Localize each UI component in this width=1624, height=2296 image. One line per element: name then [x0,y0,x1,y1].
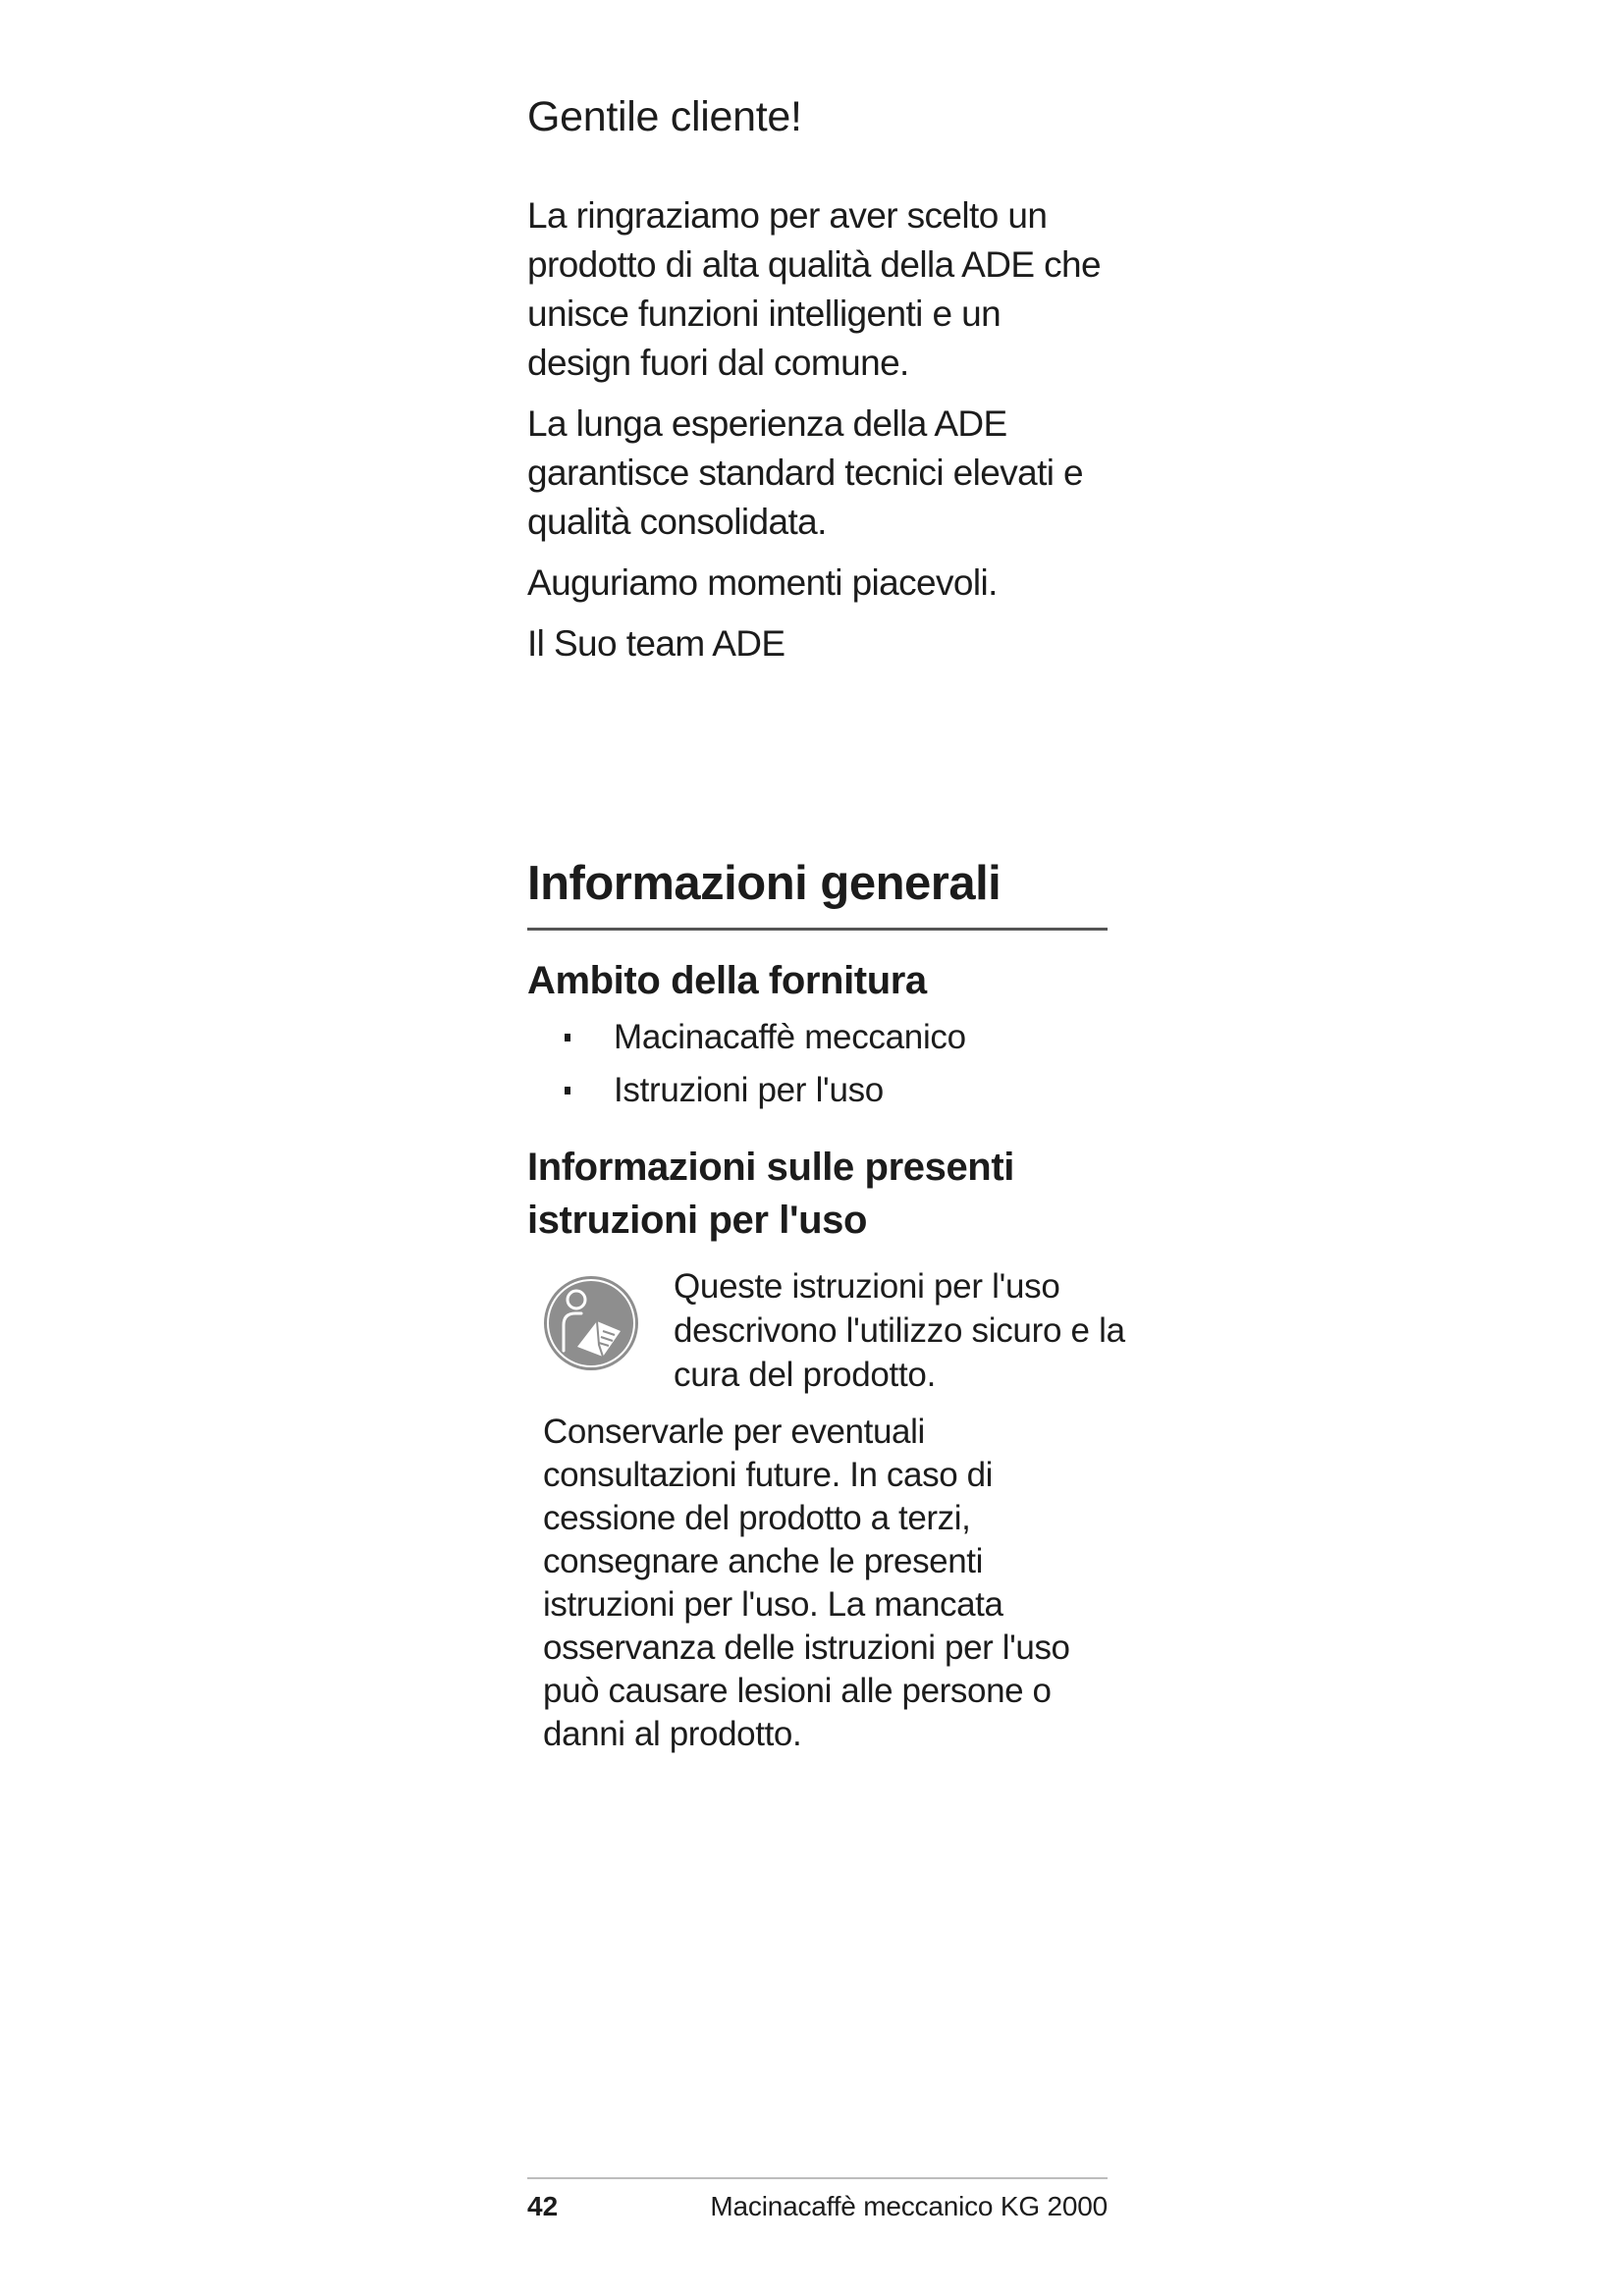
manual-body-text: Conservarle per eventuali consultazioni future. In caso di cessione del prodotto a terzi, consegnare anche le presenti istruzioni per l'uso. La mancata osservanza delle istruzioni per l'uso può causare lesioni alle persone o danni al prodotto. [543,1413,1070,1753]
list-item-label: Macinacaffè meccanico [614,1018,966,1056]
manual-notice-text: Queste istruzioni per l'uso descrivono l'utilizzo sicuro e la cura del prodotto. [674,1267,1125,1394]
intro-paragraph: Auguriamo momenti piacevoli. [527,562,998,603]
footer-divider [527,2177,1108,2179]
intro-paragraph: La ringraziamo per aver scelto un prodotto di alta qualità della ADE che unisce funzioni intelligenti e un design fuori dal comune. [527,195,1101,383]
intro-signature: Il Suo team ADE [527,623,785,664]
bullet-icon [565,1034,570,1041]
list-item [560,1064,966,1117]
manual-info-heading: Informazioni sulle presenti istruzioni per l'uso [527,1146,1014,1242]
bullet-icon [565,1087,570,1095]
list-item-label: Istruzioni per l'uso [614,1071,884,1109]
page-number: 42 [527,2191,559,2221]
footer-product-title: Macinacaffè meccanico KG 2000 [710,2191,1108,2221]
list-item [560,1011,966,1064]
section-divider [527,928,1108,931]
section-title: Informazioni generali [527,857,1001,910]
greeting-heading: Gentile cliente! [527,93,802,140]
read-manual-icon [542,1274,640,1372]
scope-list [560,1011,966,1117]
intro-paragraph: La lunga esperienza della ADE garantisce standard tecnici elevati e qualità consolidata. [527,403,1084,542]
scope-heading: Ambito della fornitura [527,959,927,1002]
intro-text [527,191,1107,680]
